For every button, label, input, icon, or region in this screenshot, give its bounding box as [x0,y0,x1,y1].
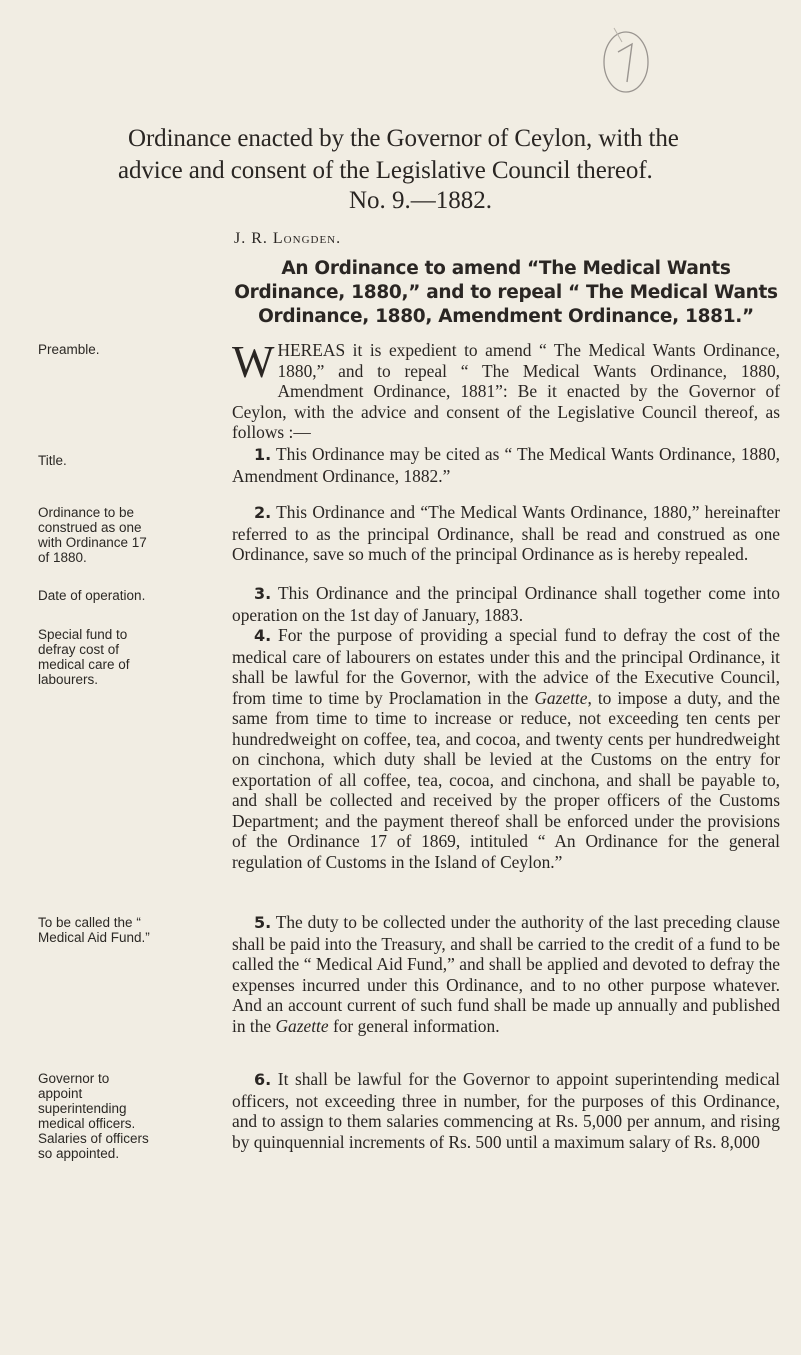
section-number: 4. [254,626,272,645]
margin-note-preamble: Preamble. [38,342,100,357]
section-text: This Ordinance and the principal Ordinance shall together come into operation on the 1st day of January, 1883. [232,583,780,625]
page-number-mark [592,22,660,100]
section-4 [232,625,780,872]
section-2 [232,502,780,565]
enactment-heading-line1: Ordinance enacted by the Governor of Ceylon, with the [128,125,679,152]
section-text: This Ordinance may be cited as “ The Medical Wants Ordinance, 1880, Amendment Ordinance, 1882.” [232,444,780,486]
preamble-paragraph [232,337,780,443]
governor-name [234,229,341,249]
section-3 [232,583,780,625]
drop-cap: W [232,337,275,387]
preamble-text: HEREAS it is expedient to amend “ The Medical Wants Ordinance, 1880,” and to repeal “ The Medical Wants Ordinance, 1880, Amendment Ordinance, 1881”: Be it enacted by the Governor of Ceylon, with the advice and consent of the Legislative Council thereof, as follows :— [232,340,780,442]
section-text-b: for general information. [328,1015,500,1036]
margin-note-special-fund: Special fund to defray cost of medical care of labourers. [38,627,130,687]
section-number: 5. [254,913,272,932]
section-text-b: , to impose a duty, and the same from time to time to increase or reduce, not exceeding ten cents per hundredweight on coffee, tea, and cocoa, and twenty cents per hundredweight on cinchona, which duty shall be levied at the Customs on the entry for exportation of all coffee, tea, cocoa, and cinchona, and shall be payable to, and shall be collected and received by the proper officers of the Customs Department; and the payment thereof shall be enforced under the provisions of the Ordinance 17 of 1869, intituled “ An Ordinance for the general regulation of Customs in the Island of Ceylon.” [232,687,781,872]
margin-note-governor-appoint: Governor to appoint superintending medical officers. Salaries of officers so appointed. [38,1071,149,1161]
long-title: An Ordinance to amend “The Medical Wants Ordinance, 1880,” and to repeal “ The Medical Wants Ordinance, 1880, Amendment Ordinance, 1881.” [234,258,778,327]
governor-surname: Longden. [272,230,342,247]
enactment-heading-line2: advice and consent of the Legislative Council thereof. [118,157,653,184]
section-number: 3. [254,584,272,603]
section-text: This Ordinance and “The Medical Wants Ordinance, 1880,” hereinafter referred to as the principal Ordinance, shall be read and construed as one Ordinance, save so much of the principal Ordinance as is hereby repealed. [232,502,780,564]
gazette-italic: Gazette [534,687,588,708]
gazette-italic: Gazette [275,1015,329,1036]
section-6 [232,1069,780,1152]
section-1 [232,444,780,486]
margin-note-construed: Ordinance to be construed as one with Ordinance 17 of 1880. [38,505,147,565]
section-text: It shall be lawful for the Governor to appoint superintending medical officers, not exceeding three in number, for the purposes of this Ordinance, and to assign to them salaries commencing at Rs. 5,000 per annum, and rising by quinquennial increments of Rs. 500 until a maximum salary of Rs. 8,000 [232,1069,780,1152]
margin-note-date: Date of operation. [38,588,146,603]
section-text-a: For the purpose of providing a special fund to defray the cost of the medical care of labourers on estates under this and the principal Ordinance, it shall be lawful for the Governor, with the advice of the Executive Council, from time to time by Proclamation in the [232,625,780,708]
ordinance-number: No. 9.—1882. [348,187,493,214]
margin-note-medical-aid: To be called the “ Medical Aid Fund.” [38,915,150,945]
governor-initials: J. R. [234,230,273,247]
section-number: 6. [254,1070,272,1089]
margin-note-title: Title. [38,453,67,468]
section-number: 1. [254,445,272,464]
section-number: 2. [254,503,272,522]
section-text-a: The duty to be collected under the authority of the last preceding clause shall be paid into the Treasury, and shall be carried to the credit of a fund to be called the “ Medical Aid Fund,” and shall be applied and devoted to defray the expenses incurred under this Ordinance, and to no other purpose whatever. And an account current of such fund shall be made up annually and published in the [232,912,780,1036]
section-5 [232,912,780,1036]
